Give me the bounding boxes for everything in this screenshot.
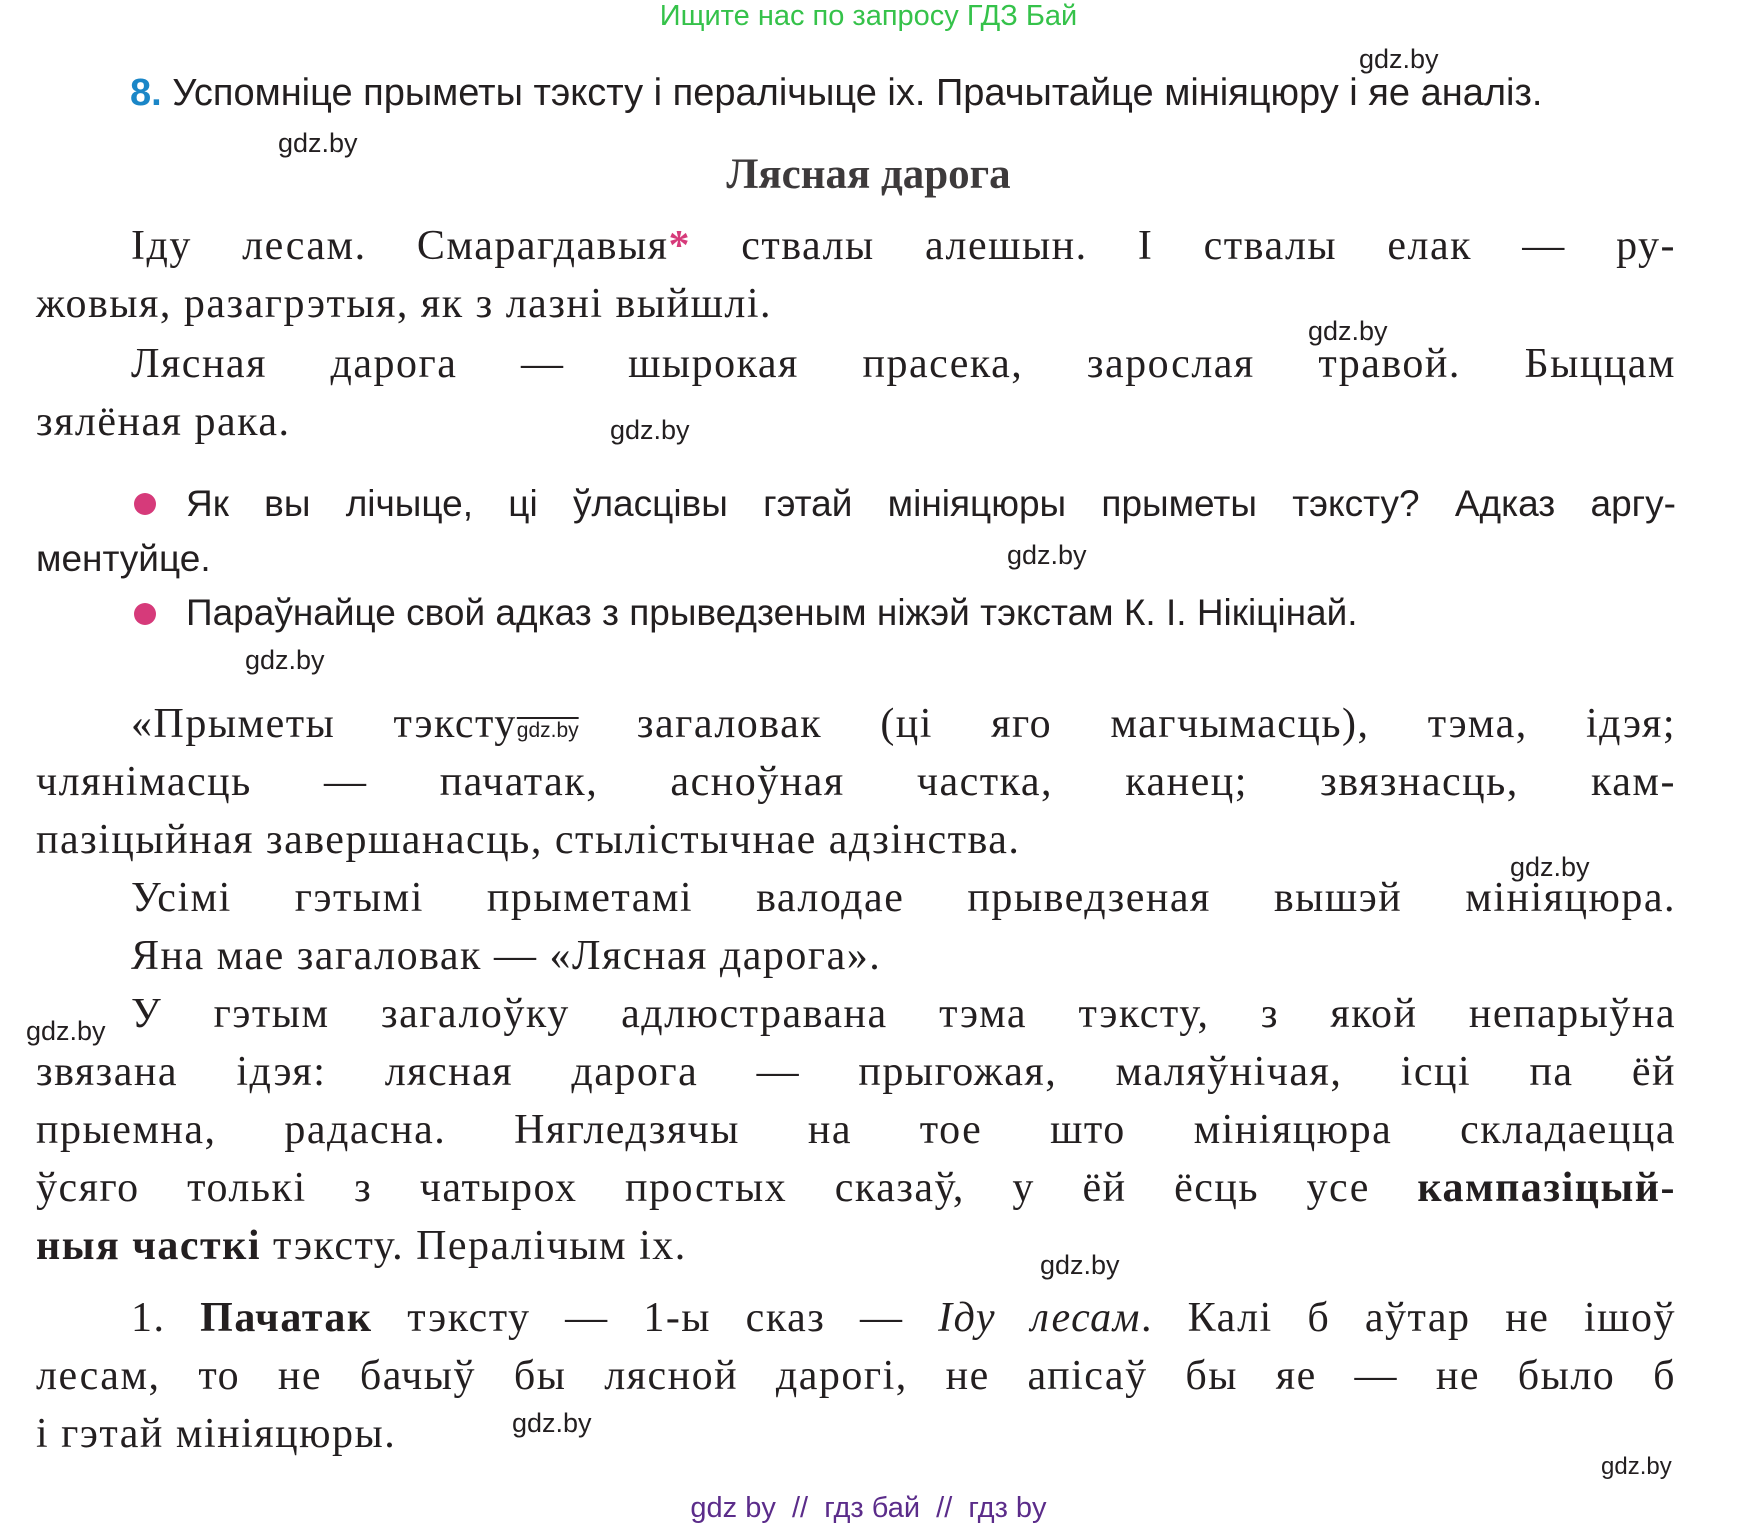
task-number: 8.: [130, 72, 162, 114]
question-1-line: ментуйце.: [36, 538, 211, 579]
analysis-line: і гэтай мініяцюры.: [36, 1411, 397, 1457]
miniature-title: Лясная дарога: [726, 151, 1011, 198]
miniature-line: жовыя, разагрэтыя, як з лазні выйшлі.: [36, 281, 773, 327]
analysis-line: члянімасць — пачатак, асноўная частка, канец; звязнасць, кам-: [36, 759, 1676, 805]
analysis-line: звязана ідэя: лясная дарога — прыгожая, маляўнічая, ісці па ёй: [36, 1049, 1676, 1095]
analysis-line: пазіцыйная завершанасць, стылістычнае адзінства.: [36, 817, 1021, 863]
question-1-line: Як вы лічыце, ці ўласцівы гэтай мініяцюры прыметы тэксту? Адказ аргу-: [186, 483, 1676, 524]
watermark: gdz.by: [245, 645, 325, 675]
analysis-line: ўсяго толькі з чатырох простых сказаў, у ёй ёсць усе кампазіцый-: [36, 1165, 1676, 1211]
watermark: gdz.by: [278, 128, 358, 158]
watermark: gdz.by: [1040, 1250, 1120, 1280]
analysis-line: 1. Пачатак тэксту — 1-ы сказ — Іду лесам. Калі б аўтар не ішоў: [131, 1295, 1677, 1341]
analysis-line: «Прыметы тэкстуgdz.by загаловак (ці яго магчымасць), тэма, ідэя;: [131, 701, 1676, 747]
task-heading: [130, 72, 1542, 115]
watermark: gdz.by: [1308, 316, 1388, 346]
watermark: gdz.by: [512, 1408, 592, 1438]
watermark: gdz.by: [610, 415, 690, 445]
miniature-line: Лясная дарога — шырокая прасека, зарослая травой. Быццам: [131, 341, 1676, 387]
watermark: gdz.by: [516, 719, 579, 742]
watermark: gdz.by: [26, 1016, 106, 1046]
footer-text: gdz by // гдз бай // гдз by: [690, 1492, 1047, 1524]
task-text: Успомніце прыметы тэксту і пералічыце іх. Прачытайце мініяцюру і яе аналіз.: [172, 72, 1543, 114]
analysis-line: У гэтым загалоўку адлюстравана тэма тэксту, з якой непарыўна: [131, 991, 1676, 1037]
analysis-line: ныя часткі тэксту. Пералічым іх.: [36, 1223, 687, 1269]
bullet-dot-icon: [134, 493, 156, 515]
watermark: gdz.by: [1007, 540, 1087, 570]
question-2: Параўнайце свой адказ з прыведзеным ніжэй тэкстам К. І. Нікіцінай.: [186, 592, 1358, 633]
top-banner: Ищите нас по запросу ГДЗ Бай: [659, 0, 1078, 32]
analysis-line: лесам, то не бачыў бы лясной дарогі, не апісаў бы яе — не было б: [36, 1353, 1676, 1399]
watermark: gdz.by: [1510, 852, 1590, 882]
asterisk-icon: *: [668, 223, 692, 269]
watermark: gdz.by: [1601, 1453, 1672, 1480]
bullet-dot-icon: [134, 603, 156, 625]
analysis-line: Усімі гэтымі прыметамі валодае прыведзеная вышэй мініяцюра.: [131, 875, 1676, 921]
watermark: gdz.by: [1359, 44, 1439, 74]
analysis-line: прыемна, радасна. Нягледзячы на тое што мініяцюра складаецца: [36, 1107, 1676, 1153]
analysis-line: Яна мае загаловак — «Лясная дарога».: [131, 933, 882, 979]
miniature-line: зялёная рака.: [36, 399, 291, 445]
miniature-line: Іду лесам. Смарагдавыя* ствалы алешын. І ствалы елак — ру-: [131, 223, 1677, 269]
